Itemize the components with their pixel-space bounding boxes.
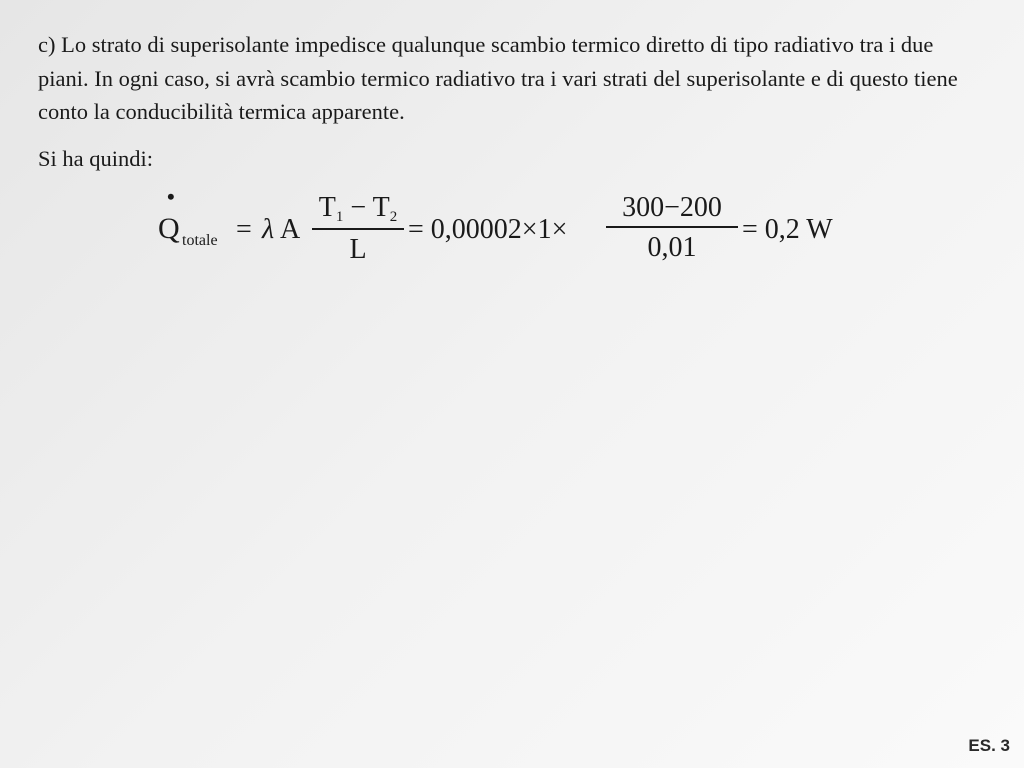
intro-text: Si ha quindi: [38, 146, 154, 171]
thickness-denominator: L [349, 233, 367, 265]
equation-result: = 0,2 W [742, 214, 833, 245]
equals-sign-1: = [236, 214, 252, 245]
fraction-bar-2 [606, 226, 738, 228]
t1-subscript: 1 [335, 209, 344, 225]
numeric-numerator: 300−200 [622, 192, 722, 223]
temperature-fraction [312, 192, 404, 266]
numeric-substitution: = 0,00002×1× [408, 214, 568, 245]
exercise-label: ES. 3 [968, 736, 1010, 755]
q-symbol: Q [158, 212, 180, 245]
lambda-symbol: λ [262, 214, 275, 245]
numeric-fraction [606, 192, 738, 264]
area-symbol: A [280, 214, 301, 245]
q-subscript: totale [182, 232, 218, 249]
q-dot-term [158, 184, 238, 270]
numeric-denominator: 0,01 [647, 231, 697, 263]
fraction-bar-1 [312, 228, 404, 230]
t2-subscript: 2 [389, 209, 398, 225]
temperature-numerator [312, 192, 404, 226]
minus-sign: − [350, 192, 367, 223]
body-paragraph: c) Lo strato di superisolante impedisce qualunque scambio termico diretto di tipo radiativo tra i due piani. In ogni caso, si avrà scambio termico radiativo tra i vari strati del superisolante e di questo tiene conto la conducibilità termica apparente. [38, 32, 958, 124]
t2-symbol: T [372, 192, 390, 223]
q-dot-mark: • [167, 184, 175, 209]
t1-symbol: T [318, 192, 336, 223]
